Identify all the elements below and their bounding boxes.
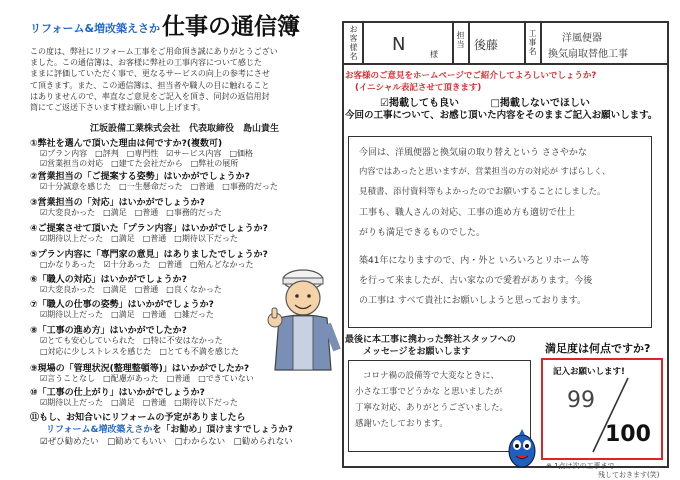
divider: [524, 23, 526, 63]
tantou-label: 担当: [456, 31, 465, 49]
staff-line: 丁寧な対応、ありがとうございました。: [355, 403, 509, 413]
question-1-options[interactable]: ☑営業担当の対応 □建てた会社だから □弊社の展所: [40, 159, 239, 168]
customer-info-row: [342, 21, 669, 65]
staff-line: 感謝いたしております。: [355, 419, 448, 429]
intro-line: て頂きます。また、この通信簿は、担当者や職人の目に触れること: [30, 80, 270, 90]
divider: [362, 23, 364, 63]
comment-line: 見積書、添付資料等もよかったのでお願いすることにしました。: [359, 187, 606, 197]
intro-text: [30, 46, 332, 113]
satisfaction-score-box[interactable]: [541, 358, 663, 460]
publish-ok-checkbox[interactable]: ☑掲載しても良い: [380, 98, 459, 109]
question-4-options[interactable]: ☑期待以上だった □満足 □普通 □期待以下だった: [40, 234, 238, 243]
web-publish-options: [380, 94, 590, 109]
comment-line: 工事も、職人さんの対応、工事の進め方も適切で仕上: [359, 208, 576, 218]
question-1-options[interactable]: ☑プラン内容 □評判 □専門性 ☑サービス内容 □価格: [40, 149, 254, 158]
question-3-options[interactable]: ☑大変良かった □満足 □普通 □事務的だった: [40, 208, 222, 217]
staff-message-box[interactable]: [348, 360, 531, 452]
comment-line: がりも満足できるものでした。: [359, 228, 486, 238]
question-6-options[interactable]: ☑大変良かった □満足 □普通 □良くなかった: [40, 285, 222, 294]
question-5-options[interactable]: □かなりあった ☑十分あった □普通 □殆んどなかった: [40, 260, 254, 269]
work-name-1[interactable]: 洋風便器: [562, 33, 602, 44]
question-9-options[interactable]: ☑言うことなし □配慮があった □普通 □できていない: [40, 374, 254, 383]
worker-thumbs-up-icon: [265, 258, 345, 373]
intro-line: この度は、弊社にリフォーム工事をご用命頂き誠にありがとうござい: [30, 47, 278, 56]
question-2-options[interactable]: ☑十分誠意を感じた □一生懸命だった □普通 □事務的だった: [40, 182, 278, 191]
comment-line: の工事は すべて貴社にお願いしようと思っております。: [359, 296, 586, 306]
satisfaction-question: 満足度は何点ですか?: [545, 342, 651, 355]
comment-box[interactable]: [348, 136, 652, 328]
score-total: 100: [605, 422, 651, 447]
comment-line: 今回は、洋風便器と換気扇の取り替えという ささやかな: [359, 148, 587, 158]
staff-line: 小さな工事でどうかな と思いましたが: [355, 387, 503, 397]
question-7: ⑦「職人の仕事の姿勢」はいかがでしょうか?: [30, 300, 214, 310]
staff-line: コロナ禍の設備等で大変なときに、: [363, 371, 500, 381]
tantou-name[interactable]: 後藤: [474, 38, 499, 52]
question-11: ⑪もし、お知合いにリフォームの予定がありましたら: [30, 413, 246, 423]
staff-title-line: メッセージをお願いします: [363, 347, 471, 357]
score-value[interactable]: 99: [567, 388, 595, 413]
page-title: 仕事の通信簿: [162, 14, 300, 40]
question-7-options[interactable]: ☑期待以上だった □満足 □普通 □雑だった: [40, 310, 214, 319]
intro-line: ました。この通信簿は、お客様に弊社の工事内容について感じた: [30, 58, 262, 68]
divider: [468, 23, 470, 63]
question-8-options[interactable]: □対応に少しストレスを感じた □とても不満を感じた: [40, 347, 239, 356]
question-8: ⑧「工事の進め方」はいかがでしたか?: [30, 326, 187, 336]
question-2: ②営業担当の「ご提案する姿勢」はいかがでしょうか?: [30, 172, 250, 182]
customer-name[interactable]: N: [392, 34, 406, 55]
footnote-line: 残しておきます(笑): [598, 471, 660, 479]
intro-line: ままに評価していただく事で、更なるサービスの向上の参考にさせ: [30, 69, 270, 79]
question-11-line2: [46, 422, 293, 435]
question-3: ③営業担当の「対応」はいかがでしょうか?: [30, 198, 205, 208]
divider: [540, 23, 542, 63]
brand-inline: リフォーム&増改築えさか: [46, 425, 153, 435]
question-6: ⑥「職人の対応」はいかがでしょうか?: [30, 275, 187, 285]
question-4: ④ご提案させて頂いた「プラン内容」はいかがでしょうか?: [30, 224, 268, 234]
company-signature: 江坂設備工業株式会社 代表取締役 島山貴生: [90, 124, 280, 134]
question-8-options[interactable]: ☑とても安心していられた □特に不安はなかった: [40, 336, 223, 345]
divider: [452, 23, 454, 63]
question-5: ⑤プラン内容に「専門家の意見」はありましたでしょうか?: [30, 250, 268, 260]
intro-line: はありませんので、率直なご意見をご記入を頂き、同封の返信用封: [30, 91, 270, 101]
left-header: [30, 8, 335, 40]
footnote-line: ※ 1点は次の工事まで: [546, 462, 615, 470]
intro-line: 筒にてご返送下さいます様お願い申し上げます。: [30, 103, 206, 113]
work-impression-title: 今回の工事について、お感じ頂いた内容をそのままご記入お願いします。: [345, 110, 658, 121]
brand-name: リフォーム&増改築えさか: [30, 22, 161, 35]
score-prompt: 記入お願いします!: [553, 367, 625, 377]
staff-message-title: [345, 334, 535, 358]
customer-label: お客様名: [349, 25, 358, 61]
question-10: ⑩「工事の仕上がり」はいかがでしょうか?: [30, 388, 205, 398]
work-label: 工事名: [528, 29, 537, 56]
staff-title-line: 最後に本工事に携わった弊社スタッフへの: [345, 335, 516, 345]
web-publish-note: (イニシャル表記させて頂きます): [355, 83, 482, 93]
web-publish-question: お客様のご意見をホームページでご紹介してよろしいでしょうか?: [345, 71, 597, 81]
mascot-icon: [505, 425, 539, 470]
sama-label: 様: [430, 50, 438, 59]
publish-no-checkbox[interactable]: □掲載しないでほしい: [490, 98, 590, 109]
comment-line: を行って来ましたが、古い家なので愛着があります。今後: [359, 276, 593, 286]
question-11-options[interactable]: ☑ぜひ勧めたい □勧めてもいい □わからない □勧められない: [40, 437, 293, 447]
comment-line: 築41年になりますので、内・外と いろいろとリホーム等: [359, 256, 590, 266]
question-9: ⑨現場の「管理状況(整理整頓等)」はいかがでしたか?: [30, 364, 250, 374]
comment-line: 内容ではあったと思いますが、営業担当の方の対応が すばらしく、: [359, 166, 611, 176]
question-1: ①弊社を選んで頂いた理由は何ですか?(複数可): [30, 139, 223, 149]
work-name-2[interactable]: 換気扇取替他工事: [548, 49, 628, 60]
question-10-options[interactable]: ☑期待以上だった □満足 □普通 □期待以下だった: [40, 398, 238, 407]
question-11-rest: を「お勧め」頂けますでしょうか?: [152, 425, 293, 435]
